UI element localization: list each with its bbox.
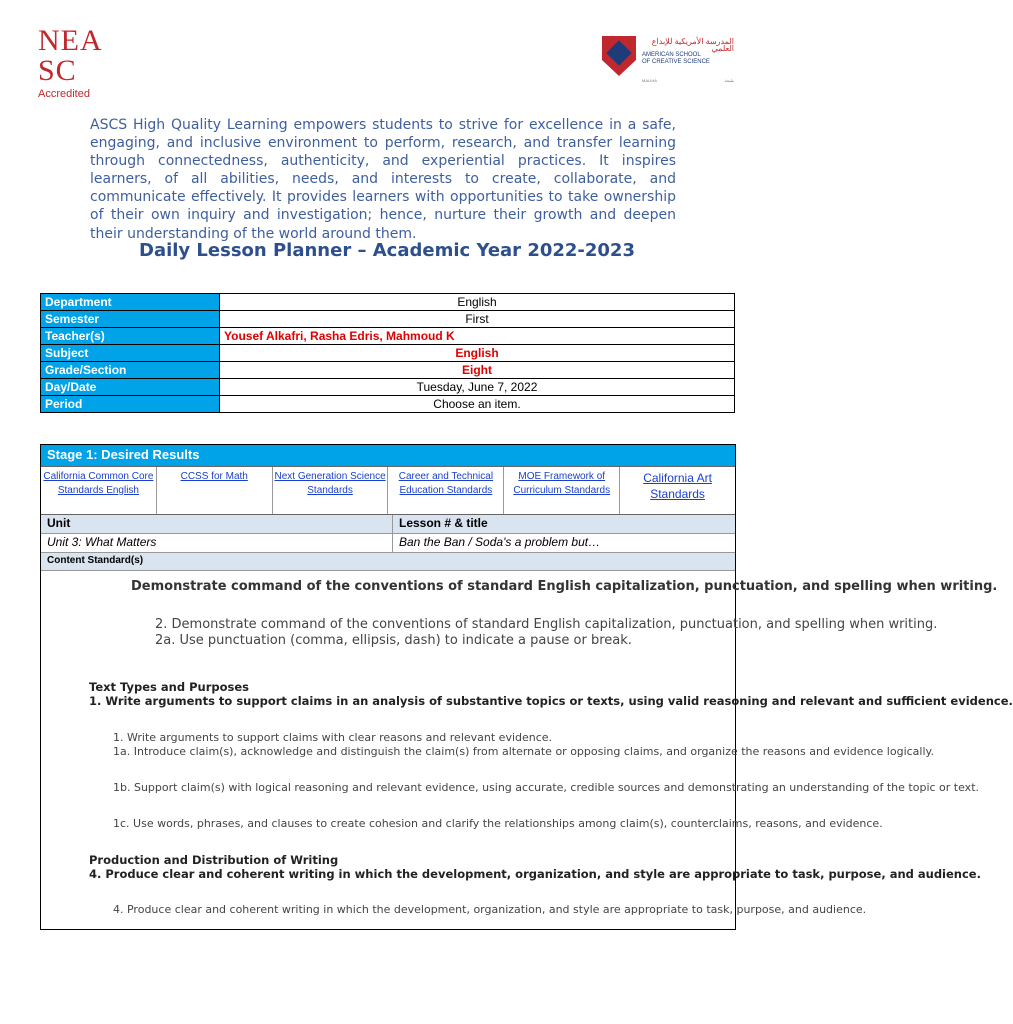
- info-label: Teacher(s): [41, 328, 220, 345]
- semester-value[interactable]: First: [220, 311, 735, 328]
- info-label: Subject: [41, 345, 220, 362]
- teachers-value[interactable]: Yousef Alkafri, Rasha Edris, Mahmoud K: [220, 328, 735, 345]
- info-row-teachers: [41, 328, 735, 345]
- standard-line: 1b. Support claim(s) with logical reasoning and relevant evidence, using accurate, credible sources and demonstrating an understanding of the topic or text.: [113, 781, 980, 794]
- lesson-info-table: [40, 293, 735, 413]
- info-row-period: [41, 396, 735, 413]
- info-label: Department: [41, 294, 220, 311]
- standard-line: 1. Write arguments to support claims with clear reasons and relevant evidence.: [113, 731, 553, 744]
- standard-line: 2. Demonstrate command of the conventions of standard English capitalization, punctuation, and spelling when writing.: [155, 617, 938, 632]
- neasc-mark-line-2: SC: [38, 54, 77, 87]
- link-career-technical[interactable]: Career and Technical Education Standards: [398, 471, 494, 496]
- info-label: Grade/Section: [41, 362, 220, 379]
- school-name-arabic: المدرسة الأمريكية للإبداع العلمي: [651, 37, 734, 53]
- mission-statement: ASCS High Quality Learning empowers students to strive for excellence in a safe, engaging, and inclusive environment to perform, research, and transfer learning through connectedness, authenticity, and experiential practices. It inspires learners, of all abilities, needs, and interests to create, collaborate, and communicate effectively. It provides learners with opportunities to take ownership of their own inquiry and investigation; hence, nurture their growth and deepen their understanding of the world around them.: [90, 117, 676, 242]
- link-california-common-core[interactable]: California Common Core Standards English: [43, 471, 154, 496]
- accredited-caption: Accredited: [38, 88, 90, 100]
- neasc-logo: [38, 26, 108, 102]
- info-label: Semester: [41, 311, 220, 328]
- section-heading: 1. Write arguments to support claims in an analysis of substantive topics or texts, using valid reasoning and relevant and sufficient evidence.: [89, 694, 1013, 708]
- link-next-generation-science[interactable]: Next Generation Science Standards: [274, 471, 386, 496]
- info-row-department: [41, 294, 735, 311]
- section-heading: Production and Distribution of Writing: [89, 853, 339, 867]
- info-row-grade: [41, 362, 735, 379]
- link-california-art[interactable]: California Art Standards: [643, 471, 712, 501]
- school-name-line-2: OF CREATIVE SCIENCE: [642, 59, 710, 65]
- stage-1-section: [40, 444, 1013, 930]
- info-row-semester: [41, 311, 735, 328]
- standard-line: 1a. Introduce claim(s), acknowledge and distinguish the claim(s) from alternate or opposing claims, and organize the reasons and evidence logically.: [113, 745, 934, 758]
- standard-line: 4. Produce clear and coherent writing in which the development, organization, and style are appropriate to task, purpose, and audience.: [113, 903, 867, 916]
- school-logo: [600, 26, 735, 96]
- lesson-value[interactable]: Ban the Ban / Soda's a problem but…: [399, 535, 601, 549]
- lesson-label: Lesson # & title: [399, 516, 488, 530]
- info-row-subject: [41, 345, 735, 362]
- shield-icon: [602, 36, 636, 76]
- section-heading: 4. Produce clear and coherent writing in which the development, organization, and style are appropriate to task, purpose, and audience.: [89, 867, 981, 881]
- unit-header-row: [41, 515, 735, 534]
- grade-value[interactable]: Eight: [220, 362, 735, 379]
- school-name-line-1: AMERICAN SCHOOL: [642, 52, 701, 58]
- unit-label: Unit: [41, 515, 393, 533]
- content-standards-label: Content Standard(s): [41, 553, 735, 571]
- location-ar: مليحة: [724, 78, 734, 83]
- info-label: Period: [41, 396, 220, 413]
- content-standards-body[interactable]: [41, 571, 1013, 948]
- info-label: Day/Date: [41, 379, 220, 396]
- standard-line: 2a. Use punctuation (comma, ellipsis, dash) to indicate a pause or break.: [155, 633, 632, 648]
- unit-value-row: [41, 534, 735, 553]
- location-en: MALIHA: [642, 78, 657, 83]
- period-dropdown[interactable]: Choose an item.: [220, 396, 735, 413]
- standard-line: Demonstrate command of the conventions of standard English capitalization, punctuation, and spelling when writing.: [131, 579, 998, 594]
- department-value[interactable]: English: [220, 294, 735, 311]
- stage-heading: Stage 1: Desired Results: [41, 445, 735, 467]
- link-ccss-math[interactable]: CCSS for Math: [180, 471, 248, 482]
- info-row-date: [41, 379, 735, 396]
- unit-value[interactable]: Unit 3: What Matters: [41, 534, 393, 552]
- neasc-mark-line-1: NEA: [38, 24, 103, 57]
- subject-value[interactable]: English: [220, 345, 735, 362]
- date-value[interactable]: Tuesday, June 7, 2022: [220, 379, 735, 396]
- section-heading: Text Types and Purposes: [89, 680, 249, 694]
- standard-line: 1c. Use words, phrases, and clauses to create cohesion and clarify the relationships among claim(s), counterclaims, reasons, and evidence.: [113, 817, 883, 830]
- link-moe-framework[interactable]: MOE Framework of Curriculum Standards: [513, 471, 611, 496]
- page-title: Daily Lesson Planner – Academic Year 2022-2023: [139, 240, 635, 261]
- standards-links: [41, 467, 735, 515]
